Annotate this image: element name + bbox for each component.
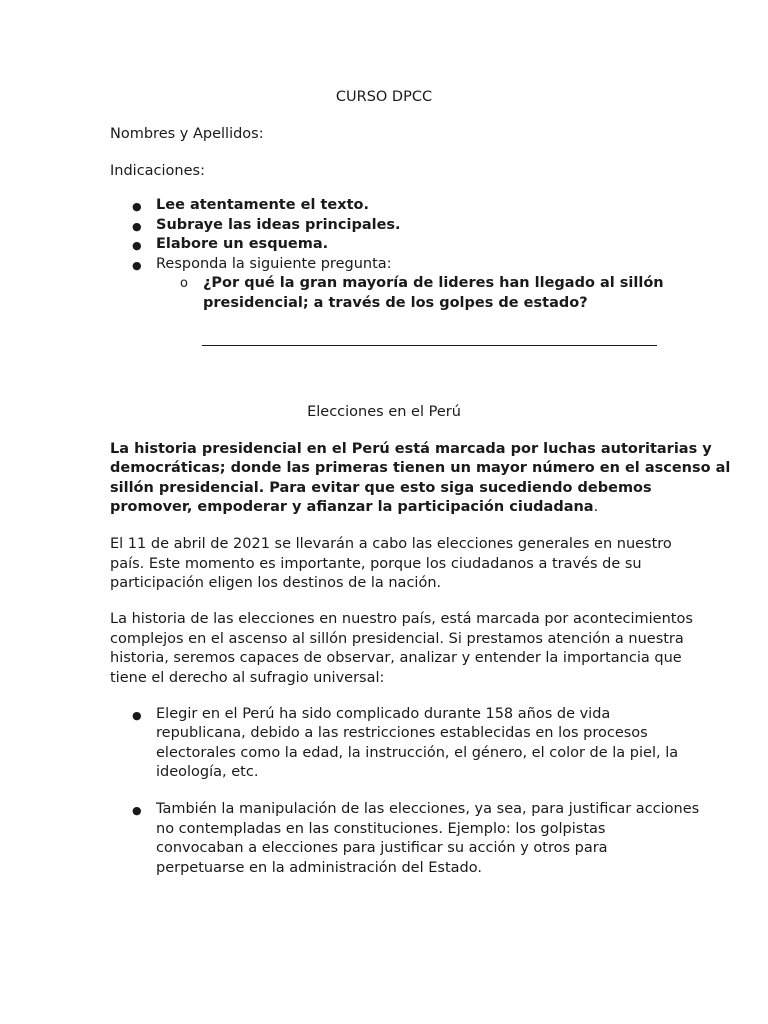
course-title: CURSO DPCC — [335, 89, 433, 105]
instruction-item: Lee atentamente el texto. — [156, 197, 369, 213]
question-line: presidencial; a través de los golpes de estado? — [203, 295, 588, 311]
paragraph-line: También la manipulación de las elecciones, ya sea, para justificar acciones — [156, 801, 700, 817]
paragraph-line: La historia de las elecciones en nuestro país, está marcada por acontecimientos — [110, 611, 693, 627]
paragraph-line: sillón presidencial. Para evitar que esto siga sucediendo debemos — [110, 480, 652, 496]
bullet-icon: ● — [132, 259, 142, 272]
paragraph-line: perpetuarse en la administración del Estado. — [156, 860, 482, 876]
paragraph-line: participación eligen los destinos de la nación. — [110, 575, 442, 591]
paragraph-line: La historia presidencial en el Perú está marcada por luchas autoritarias y — [110, 441, 712, 457]
paragraph-line: convocaban a elecciones para justificar su acción y otros para — [156, 840, 608, 856]
instructions-label: Indicaciones: — [110, 163, 205, 179]
bullet-icon: ● — [132, 709, 142, 722]
instruction-item: Subraye las ideas principales. — [156, 217, 401, 233]
paragraph-line: complejos en el ascenso al sillón presidencial. Si prestamos atención a nuestra — [110, 631, 684, 647]
paragraph-line: electorales como la edad, la instrucción, el género, el color de la piel, la — [156, 745, 679, 761]
names-label: Nombres y Apellidos: — [110, 126, 264, 142]
paragraph-line — [110, 498, 598, 518]
paragraph-line: democráticas; donde las primeras tienen un mayor número en el ascenso al — [110, 460, 731, 476]
bullet-icon: ● — [132, 804, 142, 817]
section-title: Elecciones en el Perú — [307, 404, 461, 420]
instruction-item: Responda la siguiente pregunta: — [156, 256, 392, 272]
paragraph-line: El 11 de abril de 2021 se llevarán a cabo las elecciones generales en nuestro — [110, 536, 672, 552]
bullet-icon: ● — [132, 200, 142, 213]
question-line: ¿Por qué la gran mayoría de lideres han llegado al sillón — [203, 275, 664, 291]
instruction-item: Elabore un esquema. — [156, 236, 329, 252]
paragraph-line: ideología, etc. — [156, 764, 259, 780]
paragraph-line: tiene el derecho al sufragio universal: — [110, 670, 385, 686]
intro-period: . — [593, 499, 599, 515]
paragraph-line: país. Este momento es importante, porque los ciudadanos a través de su — [110, 556, 642, 572]
bullet-icon: ● — [132, 220, 142, 233]
paragraph-line: Elegir en el Perú ha sido complicado durante 158 años de vida — [156, 706, 611, 722]
bullet-icon: ● — [132, 239, 142, 252]
intro-last-text: promover, empoderar y afianzar la participación ciudadana — [110, 499, 594, 515]
paragraph-line: no contempladas en las constituciones. Ejemplo: los golpistas — [156, 821, 606, 837]
sub-bullet-icon: o — [180, 276, 188, 291]
paragraph-line: historia, seremos capaces de observar, analizar y entender la importancia que — [110, 650, 682, 666]
answer-line[interactable] — [202, 345, 657, 346]
paragraph-line: republicana, debido a las restricciones establecidas en los procesos — [156, 725, 648, 741]
